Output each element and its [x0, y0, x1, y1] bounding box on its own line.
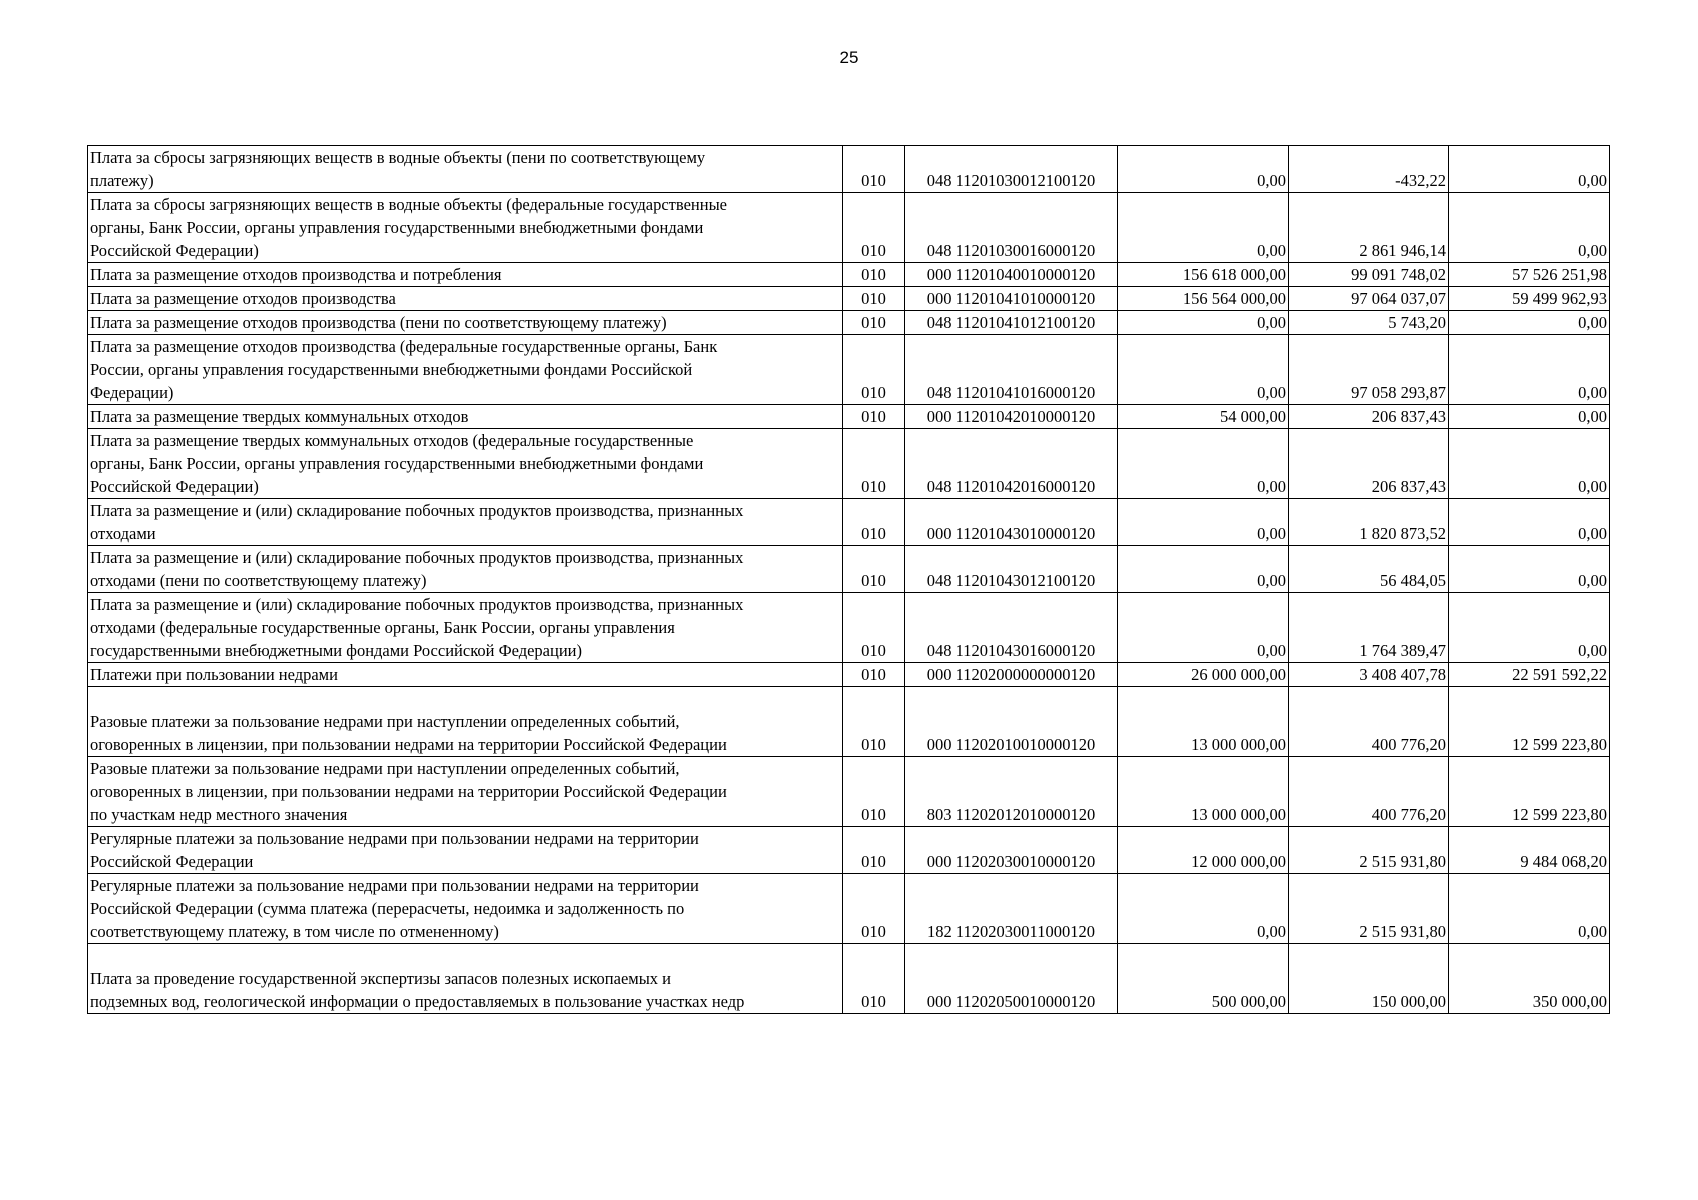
- revenue-name-cell: [88, 287, 843, 311]
- line-code-cell: 010: [843, 944, 905, 1014]
- revenue-name-cell: [88, 874, 843, 944]
- revenue-name-line: Российской Федерации (сумма платежа (перерасчеты, недоимка и задолженность по: [90, 899, 685, 918]
- revenue-name-line: Плата за сбросы загрязняющих веществ в водные объекты (пени по соответствующему: [90, 148, 706, 167]
- line-code-cell: 010: [843, 146, 905, 193]
- unexecuted-amount-cell: 0,00: [1449, 593, 1610, 663]
- revenue-name-line: платежу): [90, 171, 154, 190]
- unexecuted-amount-cell: 0,00: [1449, 405, 1610, 429]
- planned-amount-cell: 0,00: [1118, 193, 1289, 263]
- revenue-name-line: Российской Федерации: [90, 852, 254, 871]
- line-code-cell: 010: [843, 874, 905, 944]
- executed-amount-cell: 3 408 407,78: [1289, 663, 1449, 687]
- planned-amount-cell: 26 000 000,00: [1118, 663, 1289, 687]
- executed-amount-cell: 150 000,00: [1289, 944, 1449, 1014]
- revenue-name-cell: [88, 593, 843, 663]
- unexecuted-amount-cell: 0,00: [1449, 546, 1610, 593]
- line-code-cell: 010: [843, 335, 905, 405]
- revenue-name-line: Плата за размещение отходов производства и потребления: [90, 265, 502, 284]
- kbk-code-cell: 048 11201041016000120: [905, 335, 1118, 405]
- executed-amount-cell: 5 743,20: [1289, 311, 1449, 335]
- executed-amount-cell: 1 820 873,52: [1289, 499, 1449, 546]
- unexecuted-amount-cell: 0,00: [1449, 874, 1610, 944]
- line-code-cell: 010: [843, 193, 905, 263]
- revenue-name-line: Платежи при пользовании недрами: [90, 665, 338, 684]
- kbk-code-cell: 803 11202012010000120: [905, 757, 1118, 827]
- table-body: [88, 146, 1610, 1014]
- revenue-name-line: отходами: [90, 524, 156, 543]
- revenue-name-line: Плата за размещение отходов производства: [90, 289, 396, 308]
- revenue-name-line: отходами (пени по соответствующему платежу): [90, 571, 427, 590]
- line-code-cell: 010: [843, 757, 905, 827]
- line-code-cell: 010: [843, 687, 905, 757]
- planned-amount-cell: 500 000,00: [1118, 944, 1289, 1014]
- kbk-code-cell: 000 11202010010000120: [905, 687, 1118, 757]
- line-code-cell: 010: [843, 263, 905, 287]
- revenue-name-line: Плата за размещение твердых коммунальных отходов: [90, 407, 469, 426]
- kbk-code-cell: 048 11201043012100120: [905, 546, 1118, 593]
- table-row: [88, 311, 1610, 335]
- revenue-name-line: оговоренных в лицензии, при пользовании недрами на территории Российской Федерации: [90, 782, 727, 801]
- line-code-cell: 010: [843, 287, 905, 311]
- unexecuted-amount-cell: 0,00: [1449, 311, 1610, 335]
- revenue-name-cell: [88, 311, 843, 335]
- revenue-name-cell: [88, 499, 843, 546]
- line-code-cell: 010: [843, 593, 905, 663]
- executed-amount-cell: 206 837,43: [1289, 429, 1449, 499]
- revenue-name-cell: [88, 827, 843, 874]
- unexecuted-amount-cell: 0,00: [1449, 499, 1610, 546]
- kbk-code-cell: 000 11201041010000120: [905, 287, 1118, 311]
- kbk-code-cell: 048 11201030012100120: [905, 146, 1118, 193]
- executed-amount-cell: 97 058 293,87: [1289, 335, 1449, 405]
- executed-amount-cell: 2 515 931,80: [1289, 827, 1449, 874]
- unexecuted-amount-cell: 0,00: [1449, 193, 1610, 263]
- revenue-name-line: Регулярные платежи за пользование недрами при пользовании недрами на территории: [90, 829, 699, 848]
- revenue-name-line: Федерации): [90, 383, 174, 402]
- planned-amount-cell: 156 618 000,00: [1118, 263, 1289, 287]
- table-row: [88, 663, 1610, 687]
- kbk-code-cell: 048 11201042016000120: [905, 429, 1118, 499]
- table-row: [88, 263, 1610, 287]
- kbk-code-cell: 000 11201043010000120: [905, 499, 1118, 546]
- executed-amount-cell: 2 861 946,14: [1289, 193, 1449, 263]
- executed-amount-cell: 400 776,20: [1289, 687, 1449, 757]
- executed-amount-cell: 97 064 037,07: [1289, 287, 1449, 311]
- revenue-name-line: Плата за размещение отходов производства (федеральные государственные органы, Банк: [90, 337, 718, 356]
- unexecuted-amount-cell: 57 526 251,98: [1449, 263, 1610, 287]
- revenue-name-line: Регулярные платежи за пользование недрами при пользовании недрами на территории: [90, 876, 699, 895]
- revenue-name-line: Плата за проведение государственной экспертизы запасов полезных ископаемых и: [90, 969, 672, 988]
- revenue-table: [87, 145, 1610, 1014]
- revenue-name-cell: [88, 193, 843, 263]
- kbk-code-cell: 000 11201040010000120: [905, 263, 1118, 287]
- unexecuted-amount-cell: 9 484 068,20: [1449, 827, 1610, 874]
- kbk-code-cell: 000 11202000000000120: [905, 663, 1118, 687]
- revenue-name-line: России, органы управления государственными внебюджетными фондами Российской: [90, 360, 693, 379]
- table-row: [88, 944, 1610, 1014]
- unexecuted-amount-cell: 12 599 223,80: [1449, 687, 1610, 757]
- kbk-code-cell: 000 11201042010000120: [905, 405, 1118, 429]
- kbk-code-cell: 000 11202030010000120: [905, 827, 1118, 874]
- revenue-name-line: оговоренных в лицензии, при пользовании недрами на территории Российской Федерации: [90, 735, 727, 754]
- revenue-name-line: Плата за размещение и (или) складирование побочных продуктов производства, признанных: [90, 548, 744, 567]
- revenue-name-cell: [88, 429, 843, 499]
- executed-amount-cell: 1 764 389,47: [1289, 593, 1449, 663]
- revenue-name-line: подземных вод, геологической информации о предоставляемых в пользование участках недр: [90, 992, 745, 1011]
- unexecuted-amount-cell: 22 591 592,22: [1449, 663, 1610, 687]
- line-code-cell: 010: [843, 663, 905, 687]
- planned-amount-cell: 0,00: [1118, 546, 1289, 593]
- planned-amount-cell: 13 000 000,00: [1118, 757, 1289, 827]
- revenue-name-line: Плата за размещение и (или) складирование побочных продуктов производства, признанных: [90, 501, 744, 520]
- revenue-name-line: Разовые платежи за пользование недрами при наступлении определенных событий,: [90, 712, 680, 731]
- revenue-name-cell: [88, 757, 843, 827]
- executed-amount-cell: 99 091 748,02: [1289, 263, 1449, 287]
- page-number: 25: [839, 48, 859, 67]
- unexecuted-amount-cell: 0,00: [1449, 146, 1610, 193]
- revenue-name-line: государственными внебюджетными фондами Российской Федерации): [90, 641, 582, 660]
- table-row: [88, 757, 1610, 827]
- kbk-code-cell: 000 11202050010000120: [905, 944, 1118, 1014]
- planned-amount-cell: 54 000,00: [1118, 405, 1289, 429]
- table-row: [88, 593, 1610, 663]
- revenue-name-line: соответствующему платежу, в том числе по отмененному): [90, 922, 499, 941]
- revenue-name-cell: [88, 663, 843, 687]
- planned-amount-cell: 13 000 000,00: [1118, 687, 1289, 757]
- table-row: [88, 546, 1610, 593]
- kbk-code-cell: 182 11202030011000120: [905, 874, 1118, 944]
- revenue-name-line: [90, 687, 840, 710]
- line-code-cell: 010: [843, 405, 905, 429]
- unexecuted-amount-cell: 0,00: [1449, 335, 1610, 405]
- table-row: [88, 146, 1610, 193]
- revenue-name-line: [90, 944, 840, 967]
- revenue-name-line: органы, Банк России, органы управления государственными внебюджетными фондами: [90, 218, 704, 237]
- kbk-code-cell: 048 11201030016000120: [905, 193, 1118, 263]
- table-row: [88, 827, 1610, 874]
- kbk-code-cell: 048 11201041012100120: [905, 311, 1118, 335]
- revenue-name-line: Плата за размещение твердых коммунальных отходов (федеральные государственные: [90, 431, 694, 450]
- revenue-name-line: органы, Банк России, органы управления государственными внебюджетными фондами: [90, 454, 704, 473]
- kbk-code-cell: 048 11201043016000120: [905, 593, 1118, 663]
- executed-amount-cell: -432,22: [1289, 146, 1449, 193]
- table-row: [88, 429, 1610, 499]
- revenue-name-cell: [88, 405, 843, 429]
- line-code-cell: 010: [843, 311, 905, 335]
- revenue-name-line: Плата за размещение и (или) складирование побочных продуктов производства, признанных: [90, 595, 744, 614]
- revenue-name-cell: [88, 263, 843, 287]
- revenue-name-line: Разовые платежи за пользование недрами при наступлении определенных событий,: [90, 759, 680, 778]
- table-row: [88, 499, 1610, 546]
- executed-amount-cell: 2 515 931,80: [1289, 874, 1449, 944]
- revenue-name-line: отходами (федеральные государственные органы, Банк России, органы управления: [90, 618, 675, 637]
- line-code-cell: 010: [843, 429, 905, 499]
- planned-amount-cell: 0,00: [1118, 335, 1289, 405]
- executed-amount-cell: 56 484,05: [1289, 546, 1449, 593]
- revenue-name-cell: [88, 335, 843, 405]
- planned-amount-cell: 0,00: [1118, 311, 1289, 335]
- unexecuted-amount-cell: 59 499 962,93: [1449, 287, 1610, 311]
- planned-amount-cell: 0,00: [1118, 429, 1289, 499]
- planned-amount-cell: 0,00: [1118, 874, 1289, 944]
- planned-amount-cell: 12 000 000,00: [1118, 827, 1289, 874]
- table-row: [88, 405, 1610, 429]
- executed-amount-cell: 400 776,20: [1289, 757, 1449, 827]
- planned-amount-cell: 156 564 000,00: [1118, 287, 1289, 311]
- planned-amount-cell: 0,00: [1118, 499, 1289, 546]
- revenue-name-line: Российской Федерации): [90, 477, 259, 496]
- planned-amount-cell: 0,00: [1118, 593, 1289, 663]
- line-code-cell: 010: [843, 546, 905, 593]
- line-code-cell: 010: [843, 827, 905, 874]
- revenue-name-line: Плата за размещение отходов производства (пени по соответствующему платежу): [90, 313, 667, 332]
- unexecuted-amount-cell: 0,00: [1449, 429, 1610, 499]
- table-row: [88, 287, 1610, 311]
- table-row: [88, 874, 1610, 944]
- revenue-name-line: Российской Федерации): [90, 241, 259, 260]
- unexecuted-amount-cell: 350 000,00: [1449, 944, 1610, 1014]
- table-row: [88, 193, 1610, 263]
- unexecuted-amount-cell: 12 599 223,80: [1449, 757, 1610, 827]
- revenue-name-cell: [88, 687, 843, 757]
- revenue-name-cell: [88, 944, 843, 1014]
- line-code-cell: 010: [843, 499, 905, 546]
- revenue-name-line: Плата за сбросы загрязняющих веществ в водные объекты (федеральные государственные: [90, 195, 727, 214]
- executed-amount-cell: 206 837,43: [1289, 405, 1449, 429]
- revenue-name-line: по участкам недр местного значения: [90, 805, 348, 824]
- revenue-name-cell: [88, 146, 843, 193]
- revenue-name-cell: [88, 546, 843, 593]
- table-row: [88, 687, 1610, 757]
- table-row: [88, 335, 1610, 405]
- planned-amount-cell: 0,00: [1118, 146, 1289, 193]
